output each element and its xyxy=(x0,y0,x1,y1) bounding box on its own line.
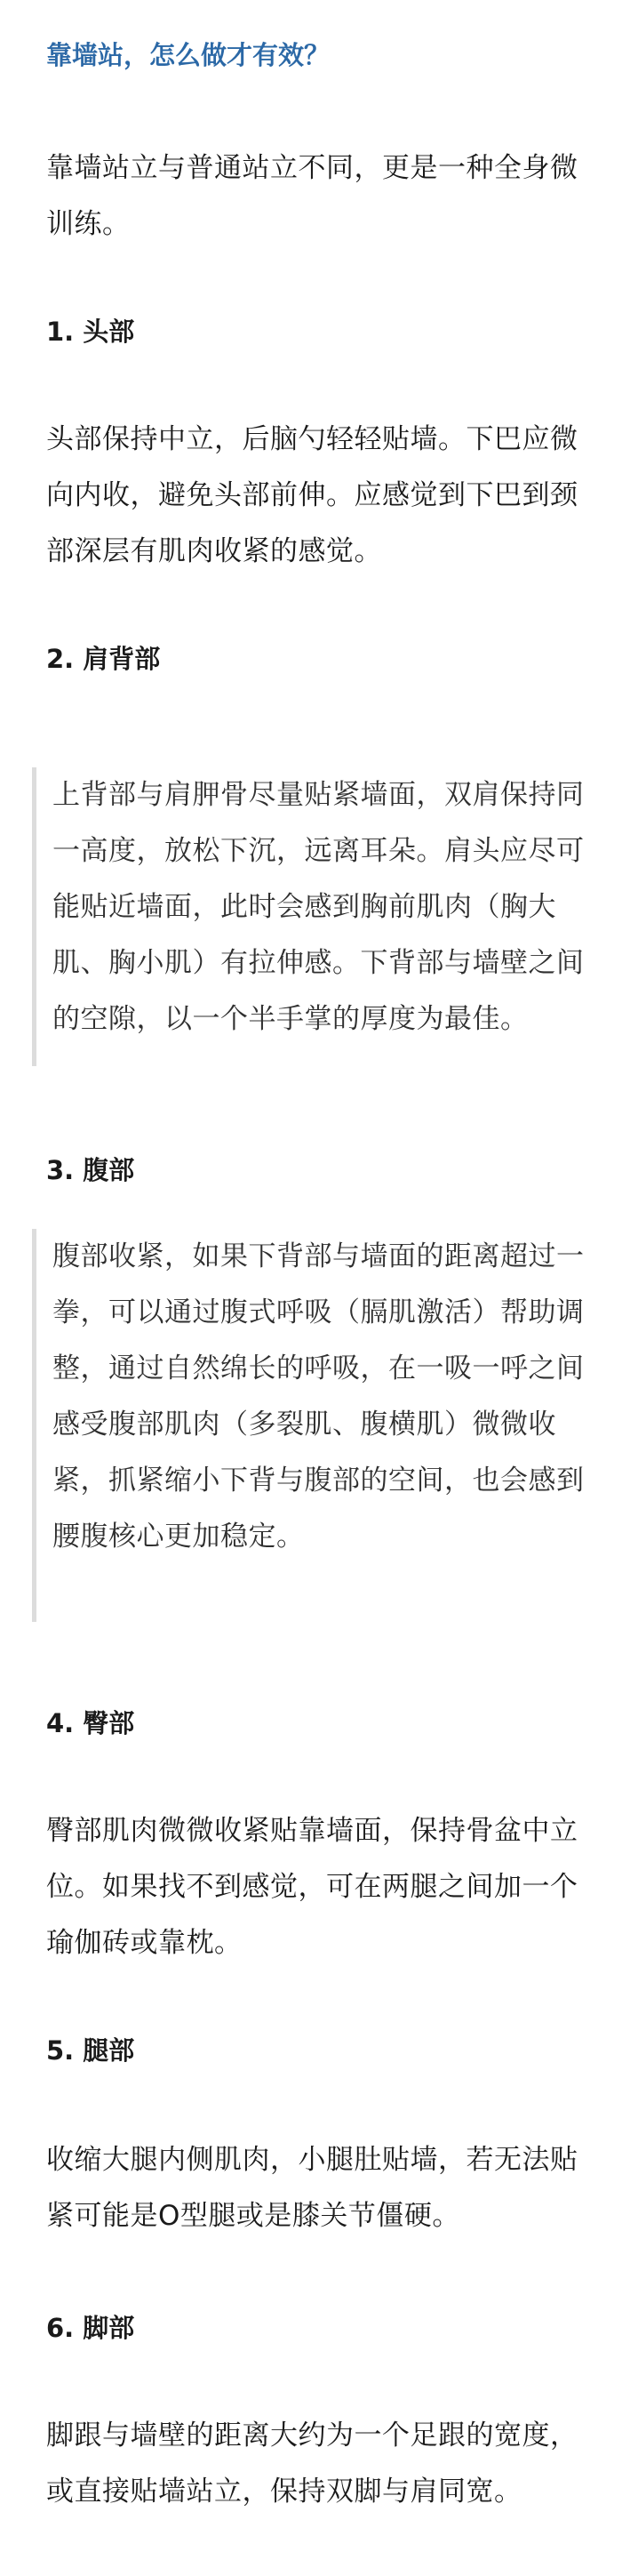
section-body-leg: 收缩大腿内侧肌肉，小腿肚贴墙，若无法贴紧可能是O型腿或是膝关节僵硬。 xyxy=(46,2144,578,2232)
article-title: 靠墙站，怎么做才有效？ xyxy=(46,40,331,70)
section-heading-abdomen: 3. 腹部 xyxy=(46,1155,135,1185)
section-body-foot: 脚跟与墙壁的距离大约为一个足跟的宽度，或直接贴墙站立，保持双脚与肩同宽。 xyxy=(46,2420,578,2508)
intro-paragraph: 靠墙站立与普通站立不同，更是一种全身微训练。 xyxy=(46,152,578,240)
section-heading-shoulder-back: 2. 肩背部 xyxy=(46,644,161,674)
blockquote-shoulder-back xyxy=(32,767,592,1066)
section-heading-hip: 4. 臀部 xyxy=(46,1708,135,1738)
section-heading-head: 1. 头部 xyxy=(46,317,135,347)
section-heading-foot: 6. 脚部 xyxy=(46,2313,135,2343)
section-body-hip: 臀部肌肉微微收紧贴靠墙面，保持骨盆中立位。如果找不到感觉，可在两腿之间加一个瑜伽砖或靠枕。 xyxy=(46,1815,578,1959)
section-body-abdomen: 腹部收紧，如果下背部与墙面的距离超过一拳，可以通过腹式呼吸（膈肌激活）帮助调整，通过自然绵长的呼吸，在一吸一呼之间感受腹部肌肉（多裂肌、腹横肌）微微收紧，抓紧缩小下背与腹部的空间，也会感到腰腹核心更加稳定。 xyxy=(52,1240,585,1553)
blockquote-abdomen xyxy=(32,1229,592,1622)
section-heading-leg: 5. 腿部 xyxy=(46,2035,135,2066)
section-body-head: 头部保持中立，后脑勺轻轻贴墙。下巴应微向内收，避免头部前伸。应感觉到下巴到颈部深层有肌肉收紧的感觉。 xyxy=(46,423,578,567)
section-body-shoulder-back: 上背部与肩胛骨尽量贴紧墙面，双肩保持同一高度，放松下沉，远离耳朵。肩头应尽可能贴近墙面，此时会感到胸前肌肉（胸大肌、胸小肌）有拉伸感。下背部与墙壁之间的空隙，以一个半手掌的厚度为最佳。 xyxy=(52,779,585,1035)
